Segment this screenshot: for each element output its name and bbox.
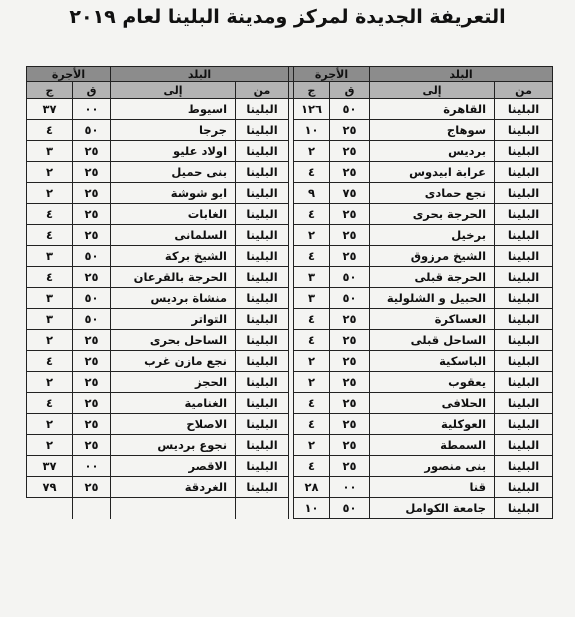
header-fare-right: الأجرة (294, 67, 370, 82)
table-row (27, 204, 553, 225)
cell-left-j: ٤ (27, 204, 73, 225)
cell-left-q: ٢٥ (73, 477, 111, 498)
cell-right-j: ٢ (294, 435, 330, 456)
cell-right-to: جامعة الكوامل (370, 498, 495, 519)
cell-right-from: البلينا (495, 141, 553, 162)
cell-left-from: البلينا (236, 267, 289, 288)
cell-left-j: ٣٧ (27, 456, 73, 477)
gap-cell (289, 414, 294, 435)
header-to-left: إلى (111, 82, 236, 99)
gap-cell (289, 456, 294, 477)
cell-left-q: ٢٥ (73, 435, 111, 456)
cell-right-from: البلينا (495, 414, 553, 435)
cell-right-j: ٤ (294, 414, 330, 435)
cell-right-q: ٢٥ (330, 414, 370, 435)
cell-left-q: ٢٥ (73, 141, 111, 162)
cell-right-j: ١٠ (294, 120, 330, 141)
cell-left-q: ٥٠ (73, 288, 111, 309)
gap-cell (289, 141, 294, 162)
header-gap (289, 82, 294, 99)
cell-left-q: ٢٥ (73, 183, 111, 204)
cell-left-q (73, 498, 111, 519)
table-row (27, 456, 553, 477)
table-row (27, 141, 553, 162)
table-body (27, 99, 553, 519)
cell-right-j: ٢٨ (294, 477, 330, 498)
cell-left-from: البلينا (236, 162, 289, 183)
table-row (27, 288, 553, 309)
cell-left-from: البلينا (236, 183, 289, 204)
cell-right-j: ٢ (294, 351, 330, 372)
table-row (27, 246, 553, 267)
cell-right-j: ٤ (294, 204, 330, 225)
cell-left-j: ٧٩ (27, 477, 73, 498)
cell-right-j: ٣ (294, 267, 330, 288)
cell-right-q: ٢٥ (330, 141, 370, 162)
cell-right-from: البلينا (495, 351, 553, 372)
cell-left-j: ٤ (27, 393, 73, 414)
cell-left-from: البلينا (236, 330, 289, 351)
column-header-row (27, 82, 553, 99)
cell-left-from: البلينا (236, 225, 289, 246)
cell-right-q: ٧٥ (330, 183, 370, 204)
table-row (27, 183, 553, 204)
cell-right-from: البلينا (495, 267, 553, 288)
table-row (27, 414, 553, 435)
cell-right-j: ٤ (294, 162, 330, 183)
table-row (27, 330, 553, 351)
gap-cell (289, 288, 294, 309)
table-row (27, 393, 553, 414)
cell-right-q: ٢٥ (330, 246, 370, 267)
table-row (27, 120, 553, 141)
header-pounds-right: ج (294, 82, 330, 99)
fare-table (26, 66, 553, 519)
gap-cell (289, 204, 294, 225)
cell-left-to: نجوع برديس (111, 435, 236, 456)
cell-right-from: البلينا (495, 456, 553, 477)
gap-cell (289, 309, 294, 330)
cell-left-from: البلينا (236, 456, 289, 477)
cell-left-to: الحرجة بالقرعان (111, 267, 236, 288)
footer-cut-text (0, 606, 575, 617)
table-row (27, 309, 553, 330)
cell-left-from: البلينا (236, 393, 289, 414)
cell-right-to: السمطة (370, 435, 495, 456)
cell-right-to: عرابة ابيدوس (370, 162, 495, 183)
header-piasters-right: ق (330, 82, 370, 99)
cell-left-from: البلينا (236, 414, 289, 435)
cell-left-from: البلينا (236, 372, 289, 393)
cell-right-from: البلينا (495, 120, 553, 141)
page-title: التعريفة الجديدة لمركز ومدينة البلينا لعام ٢٠١٩ (69, 6, 506, 28)
cell-right-to: الحلافى (370, 393, 495, 414)
cell-right-q: ٥٠ (330, 498, 370, 519)
cell-left-q: ٢٥ (73, 204, 111, 225)
cell-right-from: البلينا (495, 330, 553, 351)
cell-left-j: ٢ (27, 183, 73, 204)
cell-left-j: ٤ (27, 225, 73, 246)
cell-left-to: الاقصر (111, 456, 236, 477)
gap-cell (289, 330, 294, 351)
cell-left-q: ٢٥ (73, 267, 111, 288)
cell-left-j: ٢ (27, 162, 73, 183)
table-row (27, 162, 553, 183)
cell-left-to: الشيخ بركة (111, 246, 236, 267)
cell-right-j: ٤ (294, 456, 330, 477)
header-to-right: إلى (370, 82, 495, 99)
cell-left-j (27, 498, 73, 519)
cell-right-to: يعقوب (370, 372, 495, 393)
cell-right-q: ٢٥ (330, 456, 370, 477)
cell-left-j: ٣ (27, 141, 73, 162)
cell-left-to: منشاة برديس (111, 288, 236, 309)
cell-left-from: البلينا (236, 309, 289, 330)
cell-right-from: البلينا (495, 204, 553, 225)
cell-right-to: الحبيل و الشلولية (370, 288, 495, 309)
cell-right-to: الحرجة قبلى (370, 267, 495, 288)
cell-left-q: ٢٥ (73, 393, 111, 414)
cell-left-j: ٤ (27, 267, 73, 288)
table-row (27, 477, 553, 498)
cell-right-from: البلينا (495, 162, 553, 183)
cell-left-q: ٢٥ (73, 225, 111, 246)
cell-left-to: بنى حميل (111, 162, 236, 183)
cell-left-q: ٠٠ (73, 99, 111, 120)
header-from-right: من (495, 82, 553, 99)
header-from-left: من (236, 82, 289, 99)
cell-right-j: ٣ (294, 288, 330, 309)
cell-left-from: البلينا (236, 204, 289, 225)
group-header-row (27, 67, 553, 82)
cell-right-q: ٢٥ (330, 330, 370, 351)
cell-right-q: ٥٠ (330, 288, 370, 309)
gap-cell (289, 372, 294, 393)
cell-right-j: ٤ (294, 330, 330, 351)
cell-right-from: البلينا (495, 309, 553, 330)
cell-right-q: ٢٥ (330, 351, 370, 372)
table-row (27, 99, 553, 120)
cell-left-q: ٥٠ (73, 246, 111, 267)
cell-left-to: اولاد عليو (111, 141, 236, 162)
cell-left-from: البلينا (236, 351, 289, 372)
table-row (27, 351, 553, 372)
cell-right-j: ٩ (294, 183, 330, 204)
cell-left-q: ٢٥ (73, 330, 111, 351)
cell-left-q: ٥٠ (73, 120, 111, 141)
cell-right-q: ٥٠ (330, 267, 370, 288)
cell-right-to: سوهاج (370, 120, 495, 141)
cell-right-from: البلينا (495, 288, 553, 309)
cell-left-j: ٢ (27, 435, 73, 456)
gap-cell (289, 246, 294, 267)
cell-right-from: البلينا (495, 372, 553, 393)
cell-right-j: ١٠ (294, 498, 330, 519)
cell-left-to: الاصلاح (111, 414, 236, 435)
cell-right-j: ٤ (294, 246, 330, 267)
cell-right-to: القاهرة (370, 99, 495, 120)
cell-right-to: العوكلية (370, 414, 495, 435)
cell-right-from: البلينا (495, 498, 553, 519)
cell-left-to: اسيوط (111, 99, 236, 120)
gap-cell (289, 120, 294, 141)
gap-cell (289, 162, 294, 183)
cell-left-j: ٢ (27, 330, 73, 351)
cell-left-from: البلينا (236, 120, 289, 141)
cell-right-q: ٢٥ (330, 225, 370, 246)
cell-left-to: الحجز (111, 372, 236, 393)
cell-left-q: ٢٥ (73, 414, 111, 435)
cell-right-to: الحرجة بحرى (370, 204, 495, 225)
cell-right-q: ٢٥ (330, 162, 370, 183)
header-city-left: البلد (111, 67, 289, 82)
cell-left-to: الساحل بحرى (111, 330, 236, 351)
cell-right-q: ٠٠ (330, 477, 370, 498)
gap-cell (289, 183, 294, 204)
header-gap (289, 67, 294, 82)
cell-left-from: البلينا (236, 288, 289, 309)
cell-right-to: برخيل (370, 225, 495, 246)
cell-left-q: ٢٥ (73, 162, 111, 183)
cell-left-j: ٣ (27, 309, 73, 330)
cell-left-q: ٢٥ (73, 351, 111, 372)
cell-left-from: البلينا (236, 141, 289, 162)
cell-right-to: العساكرة (370, 309, 495, 330)
cell-right-from: البلينا (495, 99, 553, 120)
cell-right-to: برديس (370, 141, 495, 162)
cell-right-from: البلينا (495, 183, 553, 204)
cell-left-j: ٤ (27, 120, 73, 141)
cell-right-q: ٥٠ (330, 99, 370, 120)
cell-left-j: ٢ (27, 414, 73, 435)
cell-right-q: ٢٥ (330, 204, 370, 225)
cell-right-q: ٢٥ (330, 393, 370, 414)
cell-right-j: ١٢٦ (294, 99, 330, 120)
cell-left-from: البلينا (236, 477, 289, 498)
cell-right-from: البلينا (495, 225, 553, 246)
header-fare-left: الأجرة (27, 67, 111, 82)
table-row (27, 435, 553, 456)
cell-left-from: البلينا (236, 246, 289, 267)
cell-right-q: ٢٥ (330, 120, 370, 141)
cell-left-j: ٣ (27, 288, 73, 309)
cell-right-j: ٢ (294, 141, 330, 162)
table-row (27, 267, 553, 288)
cell-right-to: الشيخ مرزوق (370, 246, 495, 267)
cell-right-to: قنا (370, 477, 495, 498)
gap-cell (289, 498, 294, 519)
cell-left-to: نجع مازن غرب (111, 351, 236, 372)
gap-cell (289, 99, 294, 120)
cell-left-from: البلينا (236, 99, 289, 120)
table-row (27, 498, 553, 519)
gap-cell (289, 267, 294, 288)
header-piasters-left: ق (73, 82, 111, 99)
cell-left-from (236, 498, 289, 519)
cell-left-to: الغردقة (111, 477, 236, 498)
cell-left-q: ٢٥ (73, 372, 111, 393)
cell-left-to: جرجا (111, 120, 236, 141)
gap-cell (289, 435, 294, 456)
cell-right-q: ٢٥ (330, 309, 370, 330)
cell-left-q: ٠٠ (73, 456, 111, 477)
table-row (27, 372, 553, 393)
cell-left-j: ٣٧ (27, 99, 73, 120)
gap-cell (289, 351, 294, 372)
cell-left-to: الغنامية (111, 393, 236, 414)
header-city-right: البلد (370, 67, 553, 82)
header-pounds-left: ج (27, 82, 73, 99)
cell-right-from: البلينا (495, 393, 553, 414)
cell-right-from: البلينا (495, 477, 553, 498)
cell-right-to: الساحل قبلى (370, 330, 495, 351)
cell-right-j: ٢ (294, 372, 330, 393)
cell-right-to: الباسكية (370, 351, 495, 372)
cell-left-j: ٢ (27, 372, 73, 393)
cell-right-from: البلينا (495, 246, 553, 267)
gap-cell (289, 393, 294, 414)
cell-left-to: السلمانى (111, 225, 236, 246)
cell-left-to: ابو شوشة (111, 183, 236, 204)
gap-cell (289, 477, 294, 498)
cell-right-j: ٤ (294, 309, 330, 330)
cell-right-q: ٢٥ (330, 372, 370, 393)
cell-right-to: بنى منصور (370, 456, 495, 477)
cell-right-q: ٢٥ (330, 435, 370, 456)
cell-left-from: البلينا (236, 435, 289, 456)
cell-left-to: التواتر (111, 309, 236, 330)
cell-right-j: ٢ (294, 225, 330, 246)
cell-left-to: الغابات (111, 204, 236, 225)
cell-left-j: ٤ (27, 351, 73, 372)
table-row (27, 225, 553, 246)
cell-right-from: البلينا (495, 435, 553, 456)
cell-right-to: نجع حمادى (370, 183, 495, 204)
cell-left-to (111, 498, 236, 519)
cell-right-j: ٤ (294, 393, 330, 414)
gap-cell (289, 225, 294, 246)
cell-left-q: ٥٠ (73, 309, 111, 330)
cell-left-j: ٣ (27, 246, 73, 267)
